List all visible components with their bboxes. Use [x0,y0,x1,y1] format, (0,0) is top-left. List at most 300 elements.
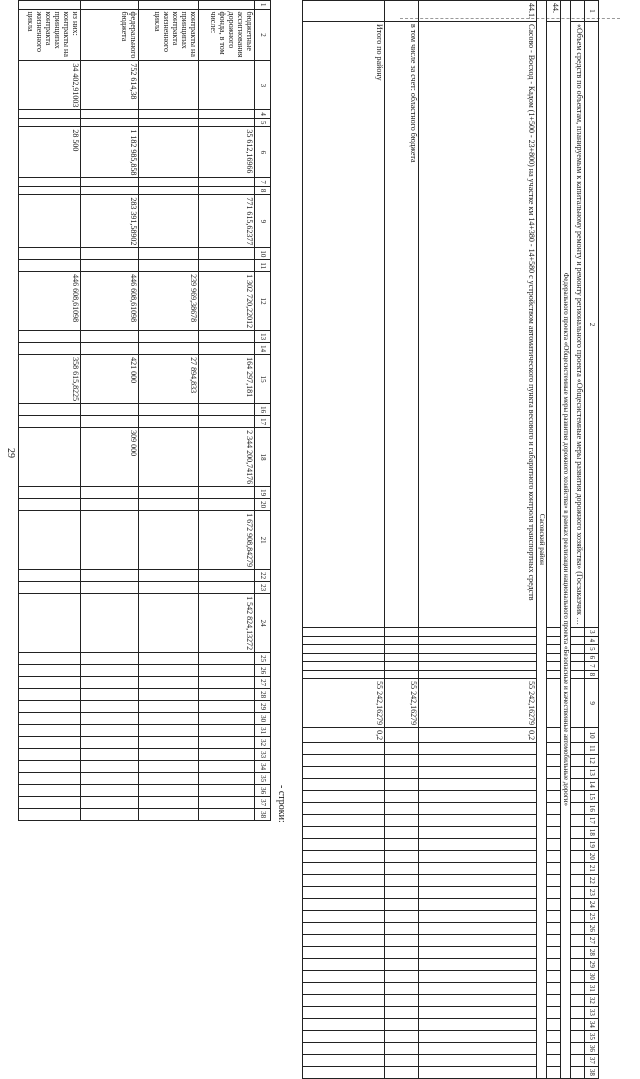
table-cell [19,260,81,272]
table-bottom-strip [302,0,620,1076]
table-cell [139,653,199,665]
table-cell [303,802,385,814]
table-cell [571,1006,585,1018]
table-cell [547,754,561,766]
table-cell [139,809,199,821]
table-cell [199,343,255,355]
table-cell [139,713,199,725]
table-cell [547,728,561,743]
column-number: 8 [585,670,599,679]
table-cell [303,814,385,826]
column-number: 29 [255,701,271,713]
table-cell [385,653,419,662]
table-cell [385,1042,419,1054]
table-cell [81,582,139,594]
table-cell [303,1018,385,1030]
column-number-row [255,1,271,821]
table-cell [199,713,255,725]
column-number: 31 [255,725,271,737]
table-cell [303,934,385,946]
table-cell [385,1054,419,1066]
column-number: 23 [585,886,599,898]
table-cell [547,645,561,654]
column-number: 14 [585,778,599,790]
table-cell: Итого по району [303,22,385,628]
column-number: 32 [585,994,599,1006]
table-row [81,1,139,821]
table-cell: 446 608,61098 [19,272,81,331]
table-cell [547,1018,561,1030]
table-cell [385,766,419,778]
table-cell [139,689,199,701]
table-cell [19,110,81,119]
table-cell [19,725,81,737]
table-cell [385,970,419,982]
table-cell [303,970,385,982]
table-cell [385,754,419,766]
column-number: 28 [585,946,599,958]
table-cell [571,645,585,654]
table-cell [19,195,81,248]
table-cell [199,260,255,272]
table-cell [571,1,585,22]
table-cell: 446 608,61098 [81,272,139,331]
column-number: 8 [255,186,271,195]
column-number: 20 [255,499,271,511]
table-cell [571,838,585,850]
table-cell [419,1018,537,1030]
table-cell [19,773,81,785]
table-cell [199,404,255,416]
table-cell [385,662,419,671]
table-cell [81,178,139,187]
table-cell [19,487,81,499]
table-cell [385,743,419,755]
table-cell [303,838,385,850]
table-cell [571,982,585,994]
table-cell [199,761,255,773]
table-cell [81,594,139,653]
table-cell [139,127,199,178]
table-row [19,1,81,821]
column-number: 30 [255,713,271,725]
table-top [18,0,271,821]
continuation-label: - строки: [276,785,287,823]
table-cell [385,1,419,22]
column-number: 21 [255,511,271,570]
table-cell [139,797,199,809]
table-cell [571,790,585,802]
column-number: 38 [585,1066,599,1078]
table-cell [419,958,537,970]
table-cell [19,416,81,428]
column-number: 26 [255,665,271,677]
table-cell [547,628,561,637]
table-cell [419,645,537,654]
table-cell [303,743,385,755]
table-cell [385,1018,419,1030]
table-cell [419,670,537,679]
table-cell [81,186,139,195]
table-cell [139,118,199,127]
table-cell [199,701,255,713]
table-cell [199,499,255,511]
column-number: 14 [255,343,271,355]
table-cell [385,645,419,654]
table-cell [571,934,585,946]
table-cell [571,743,585,755]
table-cell [419,946,537,958]
table-cell [303,982,385,994]
table-cell [81,653,139,665]
table-cell [385,946,419,958]
table-cell [303,670,385,679]
table-cell: 44. [547,1,561,22]
table-cell: 771 615,62377 [199,195,255,248]
table-cell [547,766,561,778]
table-cell [81,713,139,725]
table-cell [419,970,537,982]
table-cell: 752 614,38 [81,61,139,110]
table-cell [19,404,81,416]
table-cell [199,665,255,677]
table-cell [547,838,561,850]
column-number: 17 [255,416,271,428]
column-number-row [585,1,599,1079]
table-cell [199,416,255,428]
table-cell [547,1042,561,1054]
table-cell [19,511,81,570]
table-cell [81,737,139,749]
column-number: 15 [585,790,599,802]
table-cell [419,910,537,922]
table-cell [571,1018,585,1030]
table-cell [81,689,139,701]
table-cell [385,1006,419,1018]
table-cell [419,1066,537,1078]
table-cell [303,994,385,1006]
table-cell [419,826,537,838]
column-number: 32 [255,737,271,749]
table-cell [199,582,255,594]
table-cell [19,118,81,127]
column-number: 31 [585,982,599,994]
table-cell [81,701,139,713]
table-cell [547,970,561,982]
table-cell [547,662,561,671]
table-cell: 1 182 985,858 [81,127,139,178]
table-cell [19,809,81,821]
column-number: 16 [255,404,271,416]
table-cell [547,922,561,934]
table-cell [139,725,199,737]
column-number: 3 [255,61,271,110]
table-cell [385,934,419,946]
table-cell [81,499,139,511]
table-cell: бюджетные ассигнования дорожного фонда, в том числе: [199,9,255,61]
table-cell [385,628,419,637]
table-cell [385,670,419,679]
table-cell [303,766,385,778]
table-cell [571,1054,585,1066]
table-cell [19,428,81,487]
table-cell [81,665,139,677]
table-cell [139,1,199,10]
table-cell: 239 969,38678 [139,272,199,331]
table-cell [571,1066,585,1078]
table-cell [303,636,385,645]
table-cell [419,850,537,862]
column-number: 13 [255,331,271,343]
column-number: 22 [255,570,271,582]
table-cell [571,862,585,874]
table-cell [81,260,139,272]
table-cell [303,778,385,790]
table-cell [139,404,199,416]
table-cell [547,670,561,679]
table-cell [303,1006,385,1018]
table-cell [19,570,81,582]
table-cell [139,416,199,428]
table-cell [303,922,385,934]
table-cell [19,677,81,689]
table-cell: из них: контракты на принципах контракта жизненного цикла [19,9,81,61]
table-cell [571,814,585,826]
table-cell [199,331,255,343]
column-number: 28 [255,689,271,701]
table-cell [199,797,255,809]
table-cell [81,343,139,355]
table-cell [19,331,81,343]
column-number: 21 [585,862,599,874]
table-cell [547,814,561,826]
table-cell [385,874,419,886]
table-cell [199,61,255,110]
table-cell [385,898,419,910]
table-cell [419,778,537,790]
table-cell [81,785,139,797]
column-number: 2 [585,22,599,628]
table-cell [571,728,585,743]
column-number: 4 [585,636,599,645]
table-cell [81,331,139,343]
table-cell: 44.1. [419,1,537,22]
table-cell [547,958,561,970]
table-cell [419,1042,537,1054]
table-cell [199,749,255,761]
table-cell [139,570,199,582]
table-cell: 1 672 908,84279 [199,511,255,570]
table-cell [385,994,419,1006]
table-cell [19,737,81,749]
table-cell [81,725,139,737]
table-cell [81,677,139,689]
table-cell [19,689,81,701]
table-row [419,1,537,1079]
column-number: 2 [255,9,271,61]
table-cell [139,343,199,355]
column-number: 18 [255,428,271,487]
table-cell [303,886,385,898]
table-row [385,1,419,1079]
table-cell [571,766,585,778]
table-cell [19,749,81,761]
table-top-strip [18,0,271,905]
table-cell [139,701,199,713]
table-cell [139,248,199,260]
column-number: 1 [255,1,271,10]
column-number: 11 [585,743,599,755]
table-cell [199,570,255,582]
table-cell [419,653,537,662]
table-cell [419,886,537,898]
table-cell [385,922,419,934]
table-cell [385,982,419,994]
table-cell [303,1054,385,1066]
table-cell [199,487,255,499]
table-cell: 164 297,181 [199,355,255,404]
table-cell: 0,2 [419,728,537,743]
table-cell [547,743,561,755]
table-cell [19,653,81,665]
table-cell [547,778,561,790]
table-cell [419,862,537,874]
table-cell [139,773,199,785]
table-cell [303,628,385,637]
column-number: 4 [255,110,271,119]
table-cell [139,749,199,761]
section-title: Федерального проекта «Общесистемные меры развития дорожного хозяйства» в рамках реализации национального проекта «Безопасные и качественные автомобильные дороги» [561,1,571,1079]
table-cell [571,636,585,645]
column-number: 33 [585,1006,599,1018]
table-cell [419,1054,537,1066]
table-cell [571,1030,585,1042]
table-cell [139,785,199,797]
table-cell [547,886,561,898]
table-cell: 55 242,16279 [385,679,419,728]
column-number: 6 [585,653,599,662]
column-number: 27 [255,677,271,689]
table-cell: 1 542 824,13272 [199,594,255,653]
table-cell [547,826,561,838]
table-cell [199,178,255,187]
table-cell [199,785,255,797]
table-cell: 55 242,16279 [303,679,385,728]
table-cell [547,910,561,922]
table-cell [19,761,81,773]
table-cell [385,790,419,802]
table-cell [419,802,537,814]
column-number: 16 [585,802,599,814]
table-cell [385,1030,419,1042]
table-row [571,1,585,1079]
table-cell [199,653,255,665]
table-cell [385,814,419,826]
table-cell [199,248,255,260]
column-number: 25 [255,653,271,665]
column-number: 6 [255,127,271,178]
table-cell: 55 242,16279 [419,679,537,728]
table-cell [139,61,199,110]
table-cell [419,934,537,946]
table-cell: 0,2 [303,728,385,743]
column-number: 38 [255,809,271,821]
column-number: 7 [585,662,599,671]
table-cell [547,898,561,910]
table-cell [571,1042,585,1054]
table-cell [419,628,537,637]
table-cell [199,725,255,737]
column-number: 15 [255,355,271,404]
column-number: 30 [585,970,599,982]
table-cell [571,898,585,910]
table-cell [139,331,199,343]
column-number: 3 [585,628,599,637]
column-number: 5 [255,118,271,127]
column-number: 36 [585,1042,599,1054]
table-cell [303,958,385,970]
table-cell [199,809,255,821]
table-cell [199,677,255,689]
table-cell [419,743,537,755]
table-cell [419,766,537,778]
table-cell [385,910,419,922]
column-number: 23 [255,582,271,594]
table-cell [385,838,419,850]
table-cell [81,404,139,416]
table-cell [419,814,537,826]
table-cell [547,653,561,662]
table-cell [547,874,561,886]
table-cell [81,570,139,582]
table-cell [303,826,385,838]
table-cell [81,749,139,761]
table-cell [19,343,81,355]
column-number: 22 [585,874,599,886]
table-cell [547,1006,561,1018]
table-cell [303,1066,385,1078]
table-cell [419,790,537,802]
table-cell [303,898,385,910]
table-cell [19,582,81,594]
table-cell [139,665,199,677]
table-cell [571,946,585,958]
table-cell: 358 615,8225 [19,355,81,404]
column-number: 34 [255,761,271,773]
table-cell [303,1042,385,1054]
table-cell [419,922,537,934]
table-cell [199,186,255,195]
table-cell: 421 000 [81,355,139,404]
table-cell: Сасово - Восход - Кадом (1+500 - 23+800) на участке км 14+380 - 14+580 с устройством автоматического пункта весового и габаритного контроля транспортных средств [419,22,537,628]
table-cell [571,874,585,886]
table-cell [419,994,537,1006]
table-cell: 34 402,91003 [19,61,81,110]
column-number: 26 [585,922,599,934]
table-cell [419,982,537,994]
table-cell [139,499,199,511]
column-number: 10 [585,728,599,743]
table-cell [19,713,81,725]
table-cell [547,946,561,958]
table-cell [303,850,385,862]
column-number: 37 [585,1054,599,1066]
table-cell [571,922,585,934]
table-cell [385,886,419,898]
table-cell [19,785,81,797]
section-row [561,1,571,1079]
table-cell [139,195,199,248]
